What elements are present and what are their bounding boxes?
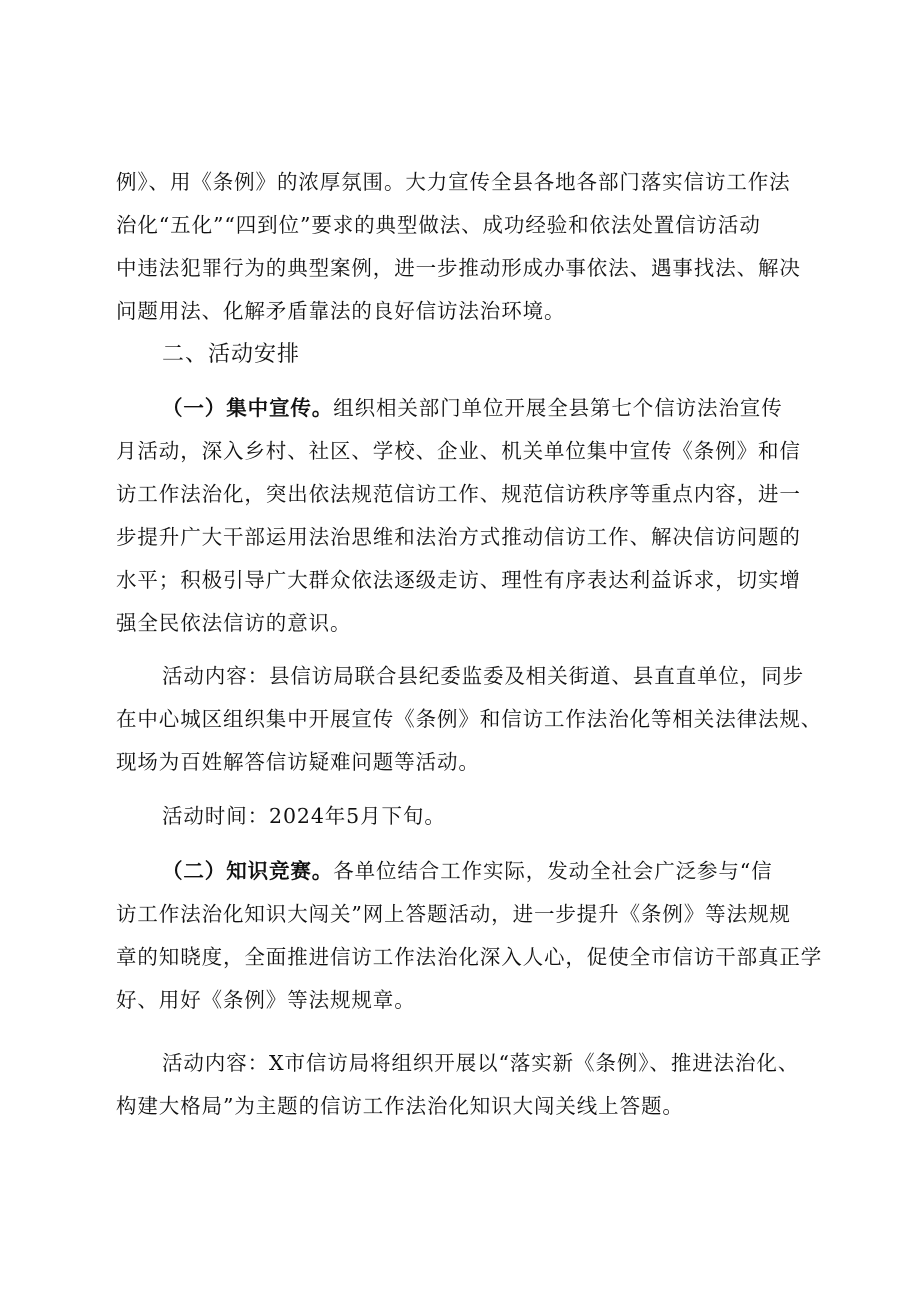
text-line: 强全民依法信访的意识。 [116,611,352,635]
text-line: 月活动，深入乡村、社区、学校、企业、机关单位集中宣传《条例》和信 [116,439,801,463]
text-line: 水平；积极引导广大群众依法逐级走访、理性有序表达利益诉求，切实增 [116,568,801,592]
item-1-time: 活动时间：2024年5月下旬。 [162,804,446,828]
text-line: 活动内容：X市信访局将组织开展以“落实新《条例》、推进法治化、 [162,1051,800,1075]
text-line: 步提升广大干部运用法治思维和法治方式推动信访工作、解决信访问题的 [116,525,801,549]
text-line: 问题用法、化解矛盾靠法的良好信访法治环境。 [116,299,566,323]
text-line: 构建大格局”为主题的信访工作法治化知识大闯关线上答题。 [116,1094,684,1118]
text-line: 例》、用《条例》的浓厚氛围。大力宣传全县各地各部门落实信访工作法 [116,170,791,194]
text-line: 访工作法治化，突出依法规范信访工作、规范信访秩序等重点内容，进一 [116,482,801,506]
text-line [162,394,783,422]
item-2-title: （二）知识竞赛。 [162,859,334,883]
text-line: 章的知晓度，全面推进信访工作法治化深入人心，促使全市信访干部真正学 [116,945,823,969]
text-line: 好、用好《条例》等法规规章。 [116,988,416,1012]
section-heading: 二、活动安排 [162,342,301,367]
item-2-first-line: 各单位结合工作实际，发动全社会广泛参与“信 [333,859,773,883]
text-line: 中违法犯罪行为的典型案例，进一步推动形成办事依法、遇事找法、解决 [116,256,801,280]
text-line: 活动内容：县信访局联合县纪委监委及相关街道、县直直单位，同步 [162,664,804,688]
item-1-first-line: 组织相关部门单位开展全县第七个信访法治宣传 [333,396,783,420]
item-1-title: （一）集中宣传。 [162,396,334,420]
text-line: 访工作法治化知识大闯关”网上答题活动，进一步提升《条例》等法规规 [116,902,791,926]
text-line: 现场为百姓解答信访疑难问题等活动。 [116,750,480,774]
text-line [162,857,773,885]
text-line: 在中心城区组织集中开展宣传《条例》和信访工作法治化等相关法律法规、 [116,707,823,731]
text-line: 治化“五化”“四到位”要求的典型做法、成功经验和依法处置信访活动 [116,213,761,237]
